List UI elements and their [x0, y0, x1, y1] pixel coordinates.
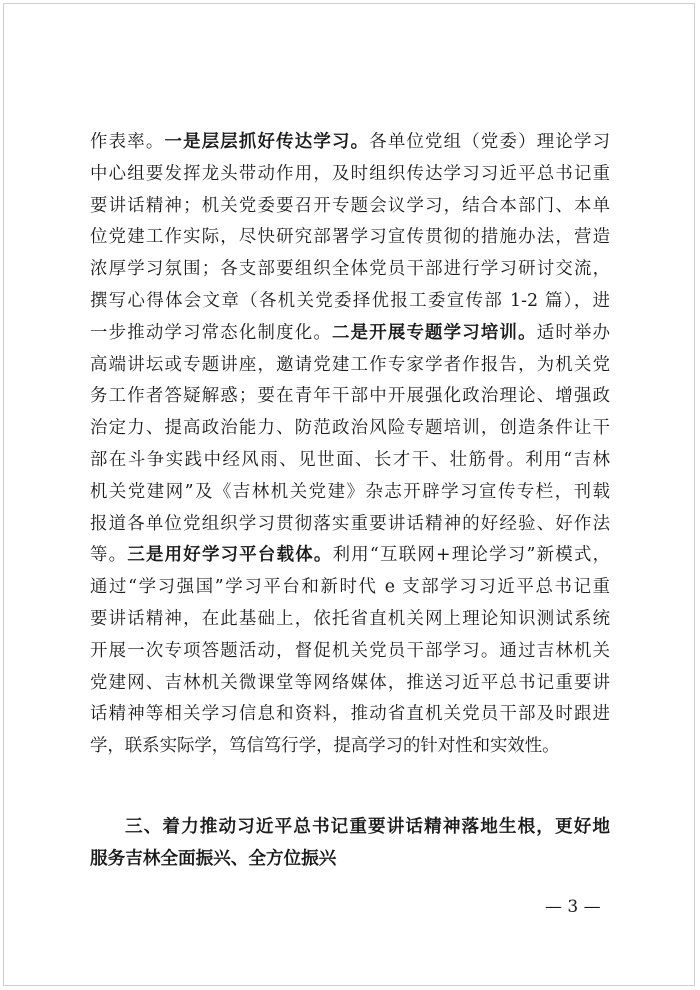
text-line: 话精神等相关学习信息和资料，推动省直机关党员干部及时跟进 — [90, 704, 610, 725]
text-line — [90, 318, 610, 350]
text-run: 等。 — [90, 545, 128, 566]
text-line: 治定力、提高政治能力、防范政治风险专题培训，创造条件让干 — [90, 418, 610, 439]
text-line: 党建网、吉林机关微课堂等网络媒体，推送习近平总书记重要讲 — [90, 672, 610, 693]
section-heading-line: 服务吉林全面振兴、全方位振兴 — [90, 848, 337, 869]
text-line: 报道各单位党组织学习贯彻落实重要讲话精神的好经验、好作法 — [90, 513, 610, 534]
text-line: 部在斗争实践中经风雨、见世面、长才干、壮筋骨。利用“吉林 — [90, 449, 610, 470]
text-line: 学，联系实际学，笃信笃行学，提高学习的针对性和实效性。 — [90, 736, 560, 757]
text-run: 各单位党组（党委）理论学习 — [369, 132, 610, 152]
text-line: 位党建工作实际，尽快研究部署学习宣传贯彻的措施办法，营造 — [90, 227, 610, 248]
text-line: 务工作者答疑解惑；要在青年干部中开展强化政治理论、增强政 — [90, 386, 610, 407]
bold-subheading: 三是用好学习平台载体。 — [127, 545, 333, 566]
text-line: 中心组要发挥龙头带动作用，及时组织传达学习习近平总书记重 — [90, 163, 610, 184]
bold-subheading: 一是层层抓好传达学习。 — [164, 132, 370, 152]
text-line: 高端讲坛或专题讲座，邀请党建工作专家学者作报告，为机关党 — [90, 354, 610, 375]
text-line: 浓厚学习氛围；各支部要组织全体党员干部进行学习研讨交流， — [90, 259, 610, 280]
text-run: 作表率。 — [90, 132, 165, 152]
text-line: 要讲话精神，在此基础上，依托省直机关网上理论知识测试系统 — [90, 608, 610, 629]
section-heading — [90, 812, 610, 876]
body-paragraph — [90, 127, 610, 763]
text-line: 机关党建网”及《吉林机关党建》杂志开辟学习宣传专栏，刊载 — [90, 481, 610, 502]
text-line — [90, 540, 610, 572]
bold-subheading: 二是开展专题学习培训。 — [331, 322, 537, 343]
text-run: 一步推动学习常态化制度化。 — [90, 322, 332, 343]
text-line: 通过“学习强国”学习平台和新时代 e 支部学习习近平总书记重 — [90, 577, 610, 598]
text-run: 适时举办 — [536, 322, 610, 343]
text-run: 利用“互联网+理论学习”新模式， — [332, 545, 610, 566]
page-number: — 3 — — [545, 897, 601, 917]
text-line: 撰写心得体会文章（各机关党委择优报工委宣传部 1-2 篇），进 — [90, 290, 610, 311]
section-heading-line: 三、着力推动习近平总书记重要讲话精神落地生根，更好地 — [125, 817, 610, 837]
text-line — [90, 127, 610, 159]
text-line: 要讲话精神；机关党委要召开专题会议学习，结合本部门、本单 — [90, 195, 610, 216]
text-line: 开展一次专项答题活动，督促机关党员干部学习。通过吉林机关 — [90, 640, 610, 661]
